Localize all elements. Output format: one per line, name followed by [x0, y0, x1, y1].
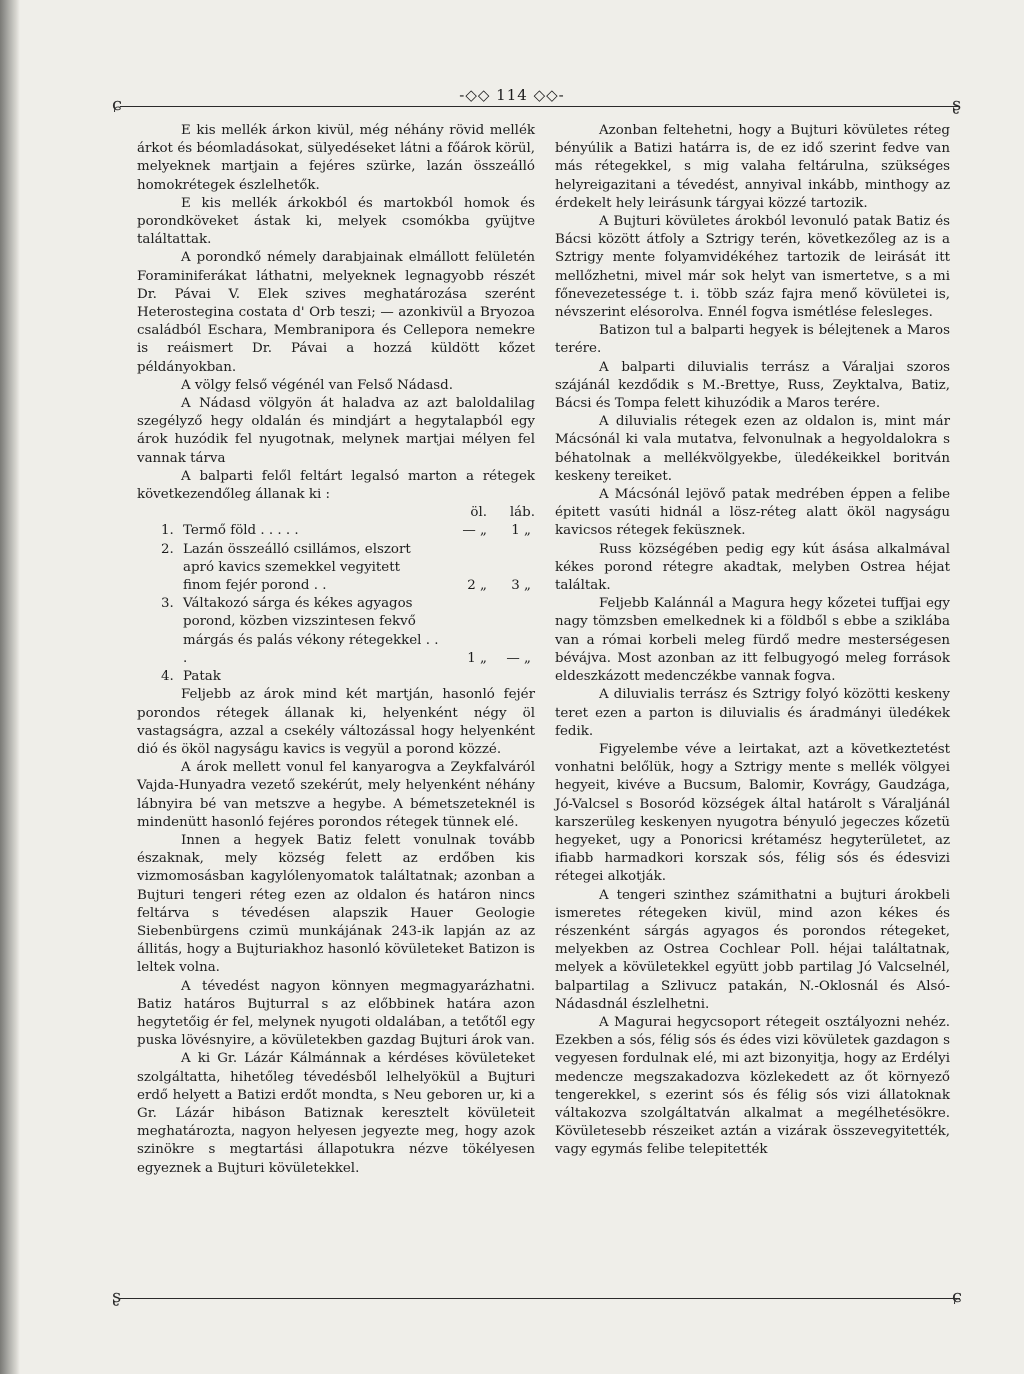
paragraph: A balparti diluvialis terrász a Váraljai szoros szájánál kezdődik s M.-Brettye, Russ, Zeyktalva, Batiz, Bácsi és Tompa felett kihuzódik a Maros terére. — [555, 359, 950, 412]
row-value-lab: — „ — [506, 650, 531, 666]
paragraph: Innen a hegyek Batiz felett vonulnak tovább északnak, mely község felett az erdőben kis vizmomosásban kagylólenyomatok találtatnak; azonban a Bujturi tengeri réteg ezen az oldalon és határon nincs feltárva s tévedésen alapszik Hauer Geologie Siebenbürgens czimü munkájának 243-ik lapján az az állitás, hogy a Bujturiakhoz hasonló kövületeket Batizon is leltek volna. — [137, 832, 535, 976]
right-ornament-icon: ◇◇- — [533, 86, 565, 104]
paragraph: A árok mellett vonul fel kanyarogva a Zeykfalváról Vajda-Hunyadra vezető szekérút, mely helyenként néhány lábnyira bé van metszve a hegybe. A bémetszeteknél is mindenütt hasonló fejéres porondos rétegek tünnek elé. — [137, 760, 535, 830]
footer-rule — [120, 1298, 960, 1299]
paragraph: A Mácsónál lejövő patak medrében éppen a felibe épitett vasúti hidnál a lösz-réteg alatt ököl nagyságu kavicsos rétegek feküsznek. — [555, 487, 950, 539]
left-ornament-icon: -◇◇ — [459, 86, 491, 104]
paragraph: A balparti felől feltárt legalsó marton a rétegek következendőleg állanak ki : — [137, 468, 535, 503]
row-value-lab: 1 „ — [511, 523, 531, 539]
left-column — [137, 122, 535, 1178]
paragraph: A Magurai hegycsoport rétegeit osztályozni nehéz. Ezekben a sós, félig sós és édes vizi kövületek gazdagon s vegyesen fordulnak elé, mi azt bizonyitja, hogy az Erdélyi medencze megszakadozva közlekedett az őt környező tengerekkel, s ezerint sós és félig sós vizi állatoknak váltakozva szolgáltatván alkalmat a megélhetésökre. Kövületesebb részeiket aztán a vizárak összevegyitették, vagy egymás felibe telepitették — [555, 1014, 950, 1158]
page-header — [0, 86, 1024, 104]
corner-flourish-icon: ɕ — [112, 94, 123, 115]
row-description: Váltakozó sárga és kékes agyagos porond, közben vizszintesen fekvő márgás és palás vékony rétegekkel . . . — [183, 596, 439, 666]
row-number: 4. — [161, 669, 174, 685]
paragraph: E kis mellék árkon kivül, még néhány rövid mellék árkot és béomladásokat, sülyedéseket látni a főárok körül, melyeknek martjain a fejéres szürke, lazán összeálló homokrétegek észlelhetők. — [137, 123, 535, 193]
paragraph: Feljebb Kalánnál a Magura hegy kőzetei tuffjai egy nagy tömzsben emelkednek ki a földből s ebbe a sziklába van a római korbeli meleg fürdő medre mesterségesen bévájva. Most azonban az itt felbugyogó meleg források eldeszkázott medenczékbe vannak fogva. — [555, 596, 950, 685]
paragraph: A völgy felső végénél van Felső Nádasd. — [181, 377, 453, 393]
row-value-ol: — „ — [462, 523, 487, 539]
column-header-lab: láb. — [509, 505, 535, 521]
left-paragraphs-after — [137, 686, 535, 1177]
row-number: 2. — [161, 541, 174, 557]
paragraph: Russ községében pedig egy kút ásása alkalmával kékes porond rétegre akadtak, melyben Ostrea héjat találtak. — [555, 541, 950, 594]
row-value-ol — [441, 668, 487, 686]
row-description: Lazán összeálló csillámos, elszort apró kavics szemekkel vegyitett finom fejér porond . . — [183, 541, 411, 594]
left-paragraphs-before — [137, 122, 535, 504]
right-column — [555, 122, 950, 1160]
paragraph: A Nádasd völgyön át haladva az azt baloldalilag szegélyző hegy oldalán és mindjárt a hegytalapból egy árok huzódik fel nyugotnak, melynek martjai mélyen fel vannak tárva — [137, 396, 535, 466]
table-row — [137, 522, 535, 540]
paragraph: Azonban feltehetni, hogy a Bujturi kövületes réteg bényúlik a Batizi határra is, de ez idő szerint fedve van más rétegekkel, s mig valaha feltárulna, szükséges helyreigazitani a tévedést, annyival inkább, minthogy az érdekelt hely leirásunk tárgyai közzé tartozik. — [555, 123, 950, 211]
row-value-ol: 2 „ — [467, 578, 487, 594]
paragraph: A tengeri szinthez számithatni a bujturi árokbeli ismeretes rétegeken kivül, mind azon kékes és részenként sárgás agyagos és porondos rétegeket, melyekben az Ostrea Cochlear Poll. héjai találtatnak, melyek a kövületekkel együtt jobb partilag Jó Valcselnél, balpartilag a Szlivucz patakán, N.-Oklosnál és Alsó-Nádasdnál észlelhetni. — [555, 887, 950, 1012]
paragraph: A tévedést nagyon könnyen megmagyarázhatni. Batiz határos Bujturral s az előbbinek határa azon hegytetőig ér fel, melynek nyugoti oldalában, a tetőtől egy puska lövésnyire, a kövületekben gazdag Bujturi árok van. — [137, 978, 535, 1049]
paragraph: A Bujturi kövületes árokból levonuló patak Batiz és Bácsi között átfoly a Sztrigy terén, következőleg az is a Sztrigy mente folyamvidékéhez tartozik de leirását itt mellőzhetni, mivel már sok helyt van ismertetve, s a mi főnevezetessége t. i. több száz fajra menő kövületei is, névszerint elésorolva. Ennél fogva ismétlése felesleges. — [555, 214, 950, 321]
row-description: Patak — [183, 669, 221, 685]
table-row — [137, 668, 535, 686]
table-row — [137, 595, 535, 668]
paragraph: Figyelembe véve a leirtakat, azt a következtetést vonhatni belőlük, hogy a Sztrigy mente s mellék völgyei hegyeit, kivéve a Bucsum, Balomir, Kovrágy, Gaudzága, Jó-Valcsel s Bosoród községek által határolt s Váraljánál karszerüleg keskenyen nyugotra bényuló jegeczes kőzetü hegyeket, ugy a Ponoricsi krétamész hegyterületet, az ifiabb harmadkori korszak sós, félig sós és édesvizi rétegei alkotják. — [555, 741, 950, 885]
table-row — [137, 541, 535, 596]
paragraph: Feljebb az árok mind két martján, hasonló fejér porondos rétegek állanak ki, helyenként négy öl vastagságra, azzal a csekély változással hogy helyenként dió és ököl nagyságu kavics is vegyül a porond közzé. — [137, 687, 535, 757]
corner-flourish-icon: ʂ — [952, 94, 962, 115]
corner-flourish-icon: ɕ — [952, 1286, 963, 1307]
row-number: 1. — [161, 523, 174, 539]
row-value-lab: 3 „ — [511, 578, 531, 594]
paragraph: A ki Gr. Lázár Kálmánnak a kérdéses kövületeket szolgáltatta, hihetőleg tévedésből lelhelyökül a Bujturi erdő helyett a Batizi erdőt mondta, s Neu geboren ur, ki a Gr. Lázár hibáson Batiznak keresztelt kövületeit meghatározta, nagyon helyesen jegyezte meg, hogy azok szinökre s megtartási állapotukra nézve tökélyesen egyeznek a Bujturi kövületekkel. — [137, 1051, 535, 1176]
column-header-ol: öl. — [470, 505, 487, 521]
paragraph: Batizon tul a balparti hegyek is bélejtenek a Maros terére. — [555, 323, 950, 357]
paragraph: A diluvialis terrász és Sztrigy folyó közötti keskeny teret ezen a parton is diluvialis és áradmányi üledékek fedik. — [555, 687, 950, 739]
strata-table — [137, 504, 535, 686]
strata-table-header — [137, 504, 535, 522]
page-number: 114 — [496, 86, 528, 104]
row-value-ol: 1 „ — [467, 650, 487, 666]
row-value-lab — [487, 668, 535, 686]
row-description: Termő föld . . . . . — [183, 523, 299, 539]
header-rule — [120, 106, 960, 107]
corner-flourish-icon: ʂ — [112, 1286, 122, 1307]
book-binding-shadow — [0, 0, 20, 1374]
row-number: 3. — [161, 596, 174, 612]
paragraph: E kis mellék árkokból és martokból homok és porondköveket ástak ki, melyek csomókba gyüjtve találtattak. — [137, 195, 535, 248]
paragraph: A diluvialis rétegek ezen az oldalon is, mint már Mácsónál ki vala mutatva, felvonulnak a hegyoldalokra s béhatolnak a mellékvölgyekbe, üledékeikkel boritván keskeny tereiket. — [555, 414, 950, 484]
paragraph: A porondkő némely darabjainak elmállott felületén Foraminiferákat láthatni, melyeknek legnagyobb részét Dr. Pávai V. Elek szives meghatározása szerént Heterostegina costata d' Orb teszi; — azonkivül a Bryozoa családból Eschara, Membranipora és Cellepora nemekre is reáismert Dr. Pávai a hozzá küldött kőzet példányokban. — [137, 250, 535, 375]
